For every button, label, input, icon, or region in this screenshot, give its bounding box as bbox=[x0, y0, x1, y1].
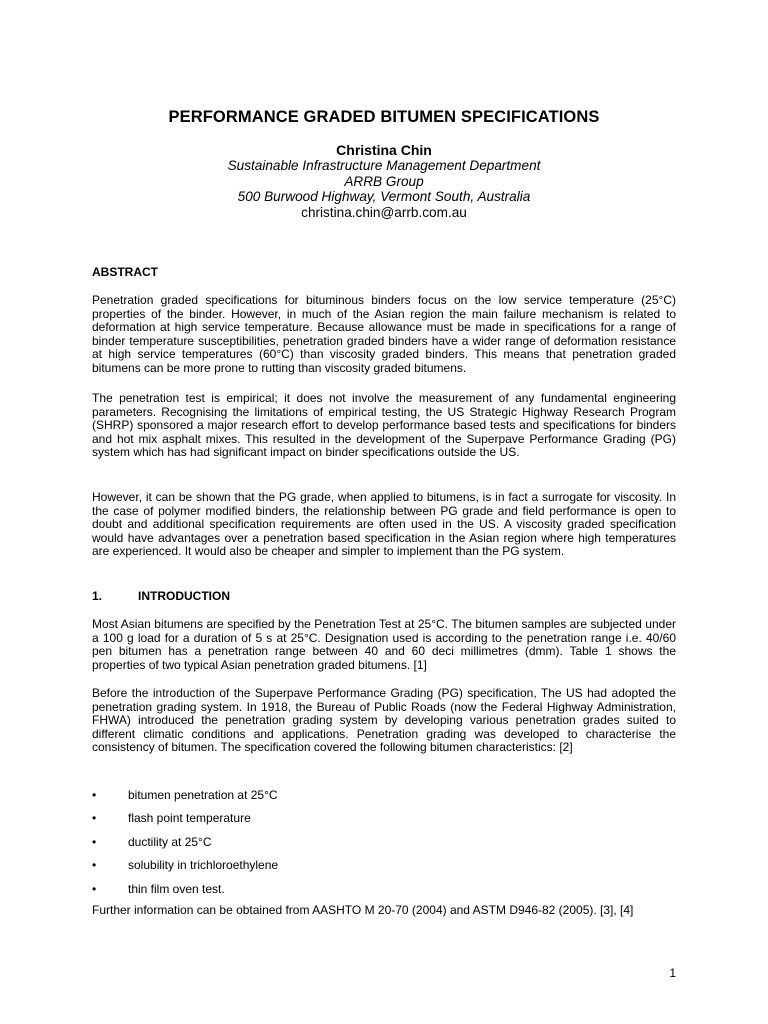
affiliation-address: 500 Burwood Highway, Vermont South, Australia bbox=[237, 189, 531, 204]
bullet-icon: • bbox=[92, 834, 97, 849]
abstract-paragraph-2: The penetration test is empirical; it does not involve the measurement of any fundamental engineering parameters. Recognising the limitations of empirical testing, the US Strategic Highway Research Program (SHRP) sponsored a major research effort to develop performance based tests and specifications for binders and hot mix asphalt mixes. This resulted in the development of the Superpave Performance Grading (PG) system which has had significant impact on binder specifications outside the US. bbox=[92, 391, 676, 460]
bullet-icon: • bbox=[92, 788, 97, 802]
abstract-paragraph-1: Penetration graded specifications for bituminous binders focus on the low service temperature (25°C) properties of the binder. However, in much of the Asian region the main failure mechanism is related to deformation at high service temperature. Because allowance must be made in specifications for a range of binder temperature susceptibilities, penetration graded binders have a wider range of deformation resistance at high service temperatures (60°C) than viscosity graded binders. This means that penetration graded bitumens can be more prone to rutting than viscosity graded bitumens. bbox=[92, 293, 676, 375]
abstract-paragraph-3: However, it can be shown that the PG grade, when applied to bitumens, is in fact a surrogate for viscosity. In the case of polymer modified binders, the relationship between PG grade and field performance is open to doubt and additional specification requirements are often used in the US. A viscosity graded specification would have advantages over a penetration based specification in the Asian region where high temperatures are experienced. It would also be cheaper and simpler to implement than the PG system. bbox=[92, 490, 676, 559]
affiliation-department: Sustainable Infrastructure Management Department bbox=[227, 158, 541, 173]
list-item-text: bitumen penetration at 25°C bbox=[128, 788, 278, 802]
intro-closing-sentence: Further information can be obtained from AASHTO M 20-70 (2004) and ASTM D946-82 (2005). [3], [4] bbox=[92, 903, 634, 917]
bullet-icon: • bbox=[92, 881, 97, 896]
abstract-heading: ABSTRACT bbox=[92, 265, 158, 279]
list-item bbox=[92, 858, 676, 881]
page-number: 1 bbox=[669, 966, 676, 980]
affiliation-organisation: ARRB Group bbox=[344, 173, 424, 189]
list-item bbox=[92, 788, 676, 811]
characteristics-list bbox=[92, 788, 676, 905]
list-item bbox=[92, 882, 676, 905]
intro-paragraph-2: Before the introduction of the Superpave Performance Grading (PG) specification, The US had adopted the penetration grading system. In 1918, the Bureau of Public Roads (now the Federal Highway Administration, FHWA) introduced the penetration grading system by developing various penetration grades suited to different climatic conditions and applications. Penetration grading was developed to characterise the consistency of bitumen. The specification covered the following bitumen characteristics: [2] bbox=[92, 686, 676, 755]
paper-title: PERFORMANCE GRADED BITUMEN SPECIFICATIONS bbox=[168, 108, 600, 126]
bullet-icon: • bbox=[92, 811, 97, 826]
list-item bbox=[92, 811, 676, 834]
section-title: INTRODUCTION bbox=[138, 589, 230, 603]
list-item bbox=[92, 835, 676, 858]
list-item-text: ductility at 25°C bbox=[128, 834, 212, 849]
intro-paragraph-1: Most Asian bitumens are specified by the Penetration Test at 25°C. The bitumen samples are subjected under a 100 g load for a duration of 5 s at 25°C. Designation used is according to the penetration range i.e. 40/60 pen bitumen has a penetration range between 40 and 60 deci millimetres (dmm). Table 1 shows the properties of two typical Asian penetration graded bitumens. [1] bbox=[92, 617, 676, 672]
list-item-text: thin film oven test. bbox=[128, 881, 225, 896]
author-email: christina.chin@arrb.com.au bbox=[301, 204, 467, 220]
author-affiliation bbox=[0, 158, 768, 220]
list-item-text: solubility in trichloroethylene bbox=[128, 858, 279, 873]
section-heading-introduction bbox=[92, 589, 230, 603]
author-name: Christina Chin bbox=[336, 142, 432, 158]
section-number: 1. bbox=[92, 589, 103, 603]
bullet-icon: • bbox=[92, 858, 97, 873]
list-item-text: flash point temperature bbox=[128, 811, 251, 826]
